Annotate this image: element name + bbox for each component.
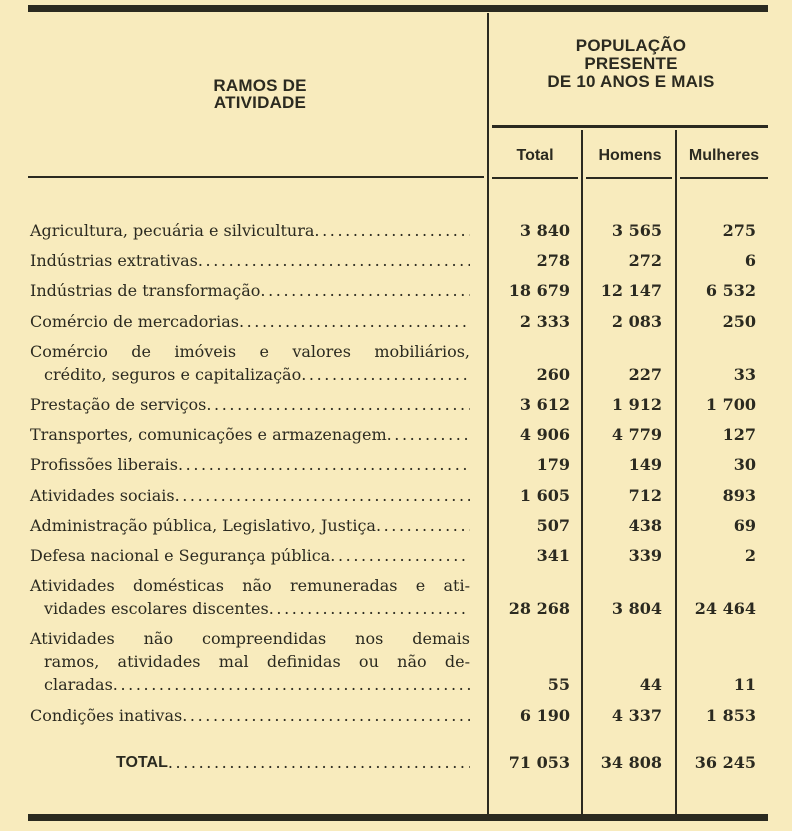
row-label-line	[30, 279, 470, 302]
row-label	[116, 751, 470, 774]
column-header-total: Total	[516, 147, 554, 164]
row-label	[30, 704, 470, 727]
cell-mulheres: 36 245	[694, 752, 756, 772]
row-label-line	[30, 423, 470, 446]
cell-total: 4 906	[519, 425, 570, 445]
group-heading	[500, 37, 762, 91]
cell-total: 341	[536, 546, 570, 565]
row-label-line	[30, 650, 470, 673]
cell-mulheres: 893	[722, 485, 756, 505]
cell-homens: 4 779	[611, 425, 662, 445]
row-label-line	[30, 393, 470, 416]
leader-dots	[376, 514, 470, 537]
row-label-text: Profissões liberais	[30, 455, 178, 475]
table-bottom-rule	[28, 814, 768, 821]
stub-heading-line: ATIVIDADE	[213, 93, 307, 112]
row-label-text: Indústrias de transformação	[30, 281, 261, 301]
leader-dots	[387, 423, 470, 446]
row-label-line	[30, 514, 470, 537]
row-label-text: Administração pública, Legislativo, Justiça	[30, 515, 376, 535]
cell-total: 6 190	[519, 705, 570, 725]
leader-dots	[314, 219, 470, 242]
table-row	[0, 544, 792, 567]
row-label-line	[30, 453, 470, 476]
cell-mulheres: 33	[733, 364, 756, 384]
cell-mulheres: 24 464	[694, 599, 756, 619]
mulheres-heading-rule	[680, 177, 768, 179]
stub-heading-line: RAMOS DE	[213, 76, 307, 95]
cell-total: 260	[536, 364, 570, 384]
row-label-line	[116, 751, 470, 774]
row-label	[30, 627, 470, 696]
row-label-text: Defesa nacional e Segurança pública	[30, 546, 331, 565]
group-heading-line: PRESENTE	[584, 54, 678, 73]
cell-homens: 712	[628, 485, 662, 505]
table-top-rule	[28, 5, 768, 12]
row-label	[30, 453, 470, 476]
cell-mulheres: 69	[733, 515, 756, 535]
row-label	[30, 574, 470, 620]
cell-homens: 227	[628, 364, 662, 384]
row-label-text: Atividades não compreendidas nos demais	[30, 629, 470, 649]
cell-mulheres: 127	[722, 425, 756, 445]
row-label-line	[30, 363, 470, 386]
column-header-mulheres: Mulheres	[688, 147, 760, 164]
row-label-text: claradas	[44, 675, 113, 695]
table-row	[0, 514, 792, 537]
total-heading-rule	[492, 177, 578, 179]
cell-homens: 1 912	[611, 395, 662, 414]
stub-heading	[150, 77, 370, 111]
row-label-line	[30, 627, 470, 650]
cell-homens: 34 808	[600, 752, 662, 772]
cell-homens: 3 804	[611, 599, 662, 619]
row-label-text: crédito, seguros e capitalização	[44, 364, 302, 384]
cell-homens: 4 337	[611, 705, 662, 725]
row-label-text: Indústrias extrativas	[30, 251, 198, 271]
cell-total: 2 333	[519, 311, 570, 331]
table-row	[0, 393, 792, 416]
table-row	[0, 219, 792, 242]
table-row	[0, 704, 792, 727]
cell-mulheres: 11	[733, 675, 756, 695]
row-label-line	[30, 249, 470, 272]
row-label-text: Transportes, comunicações e armazenagem	[30, 425, 387, 445]
row-label-text: Comércio de imóveis e valores mobiliários,	[30, 341, 470, 361]
table-row	[0, 340, 792, 386]
row-label-line	[30, 704, 470, 727]
cell-total: 278	[536, 251, 570, 271]
cell-total: 3 840	[519, 221, 570, 240]
leader-dots	[269, 597, 470, 620]
cell-mulheres: 6 532	[705, 281, 756, 301]
cell-total: 3 612	[519, 395, 570, 414]
row-label-line	[30, 310, 470, 333]
row-label-text: Comércio de mercadorias	[30, 311, 239, 331]
cell-homens: 272	[628, 251, 662, 271]
row-label-line	[30, 219, 470, 242]
cell-homens: 2 083	[611, 311, 662, 331]
leader-dots	[113, 673, 470, 696]
total-row	[0, 751, 792, 774]
cell-homens: 149	[628, 455, 662, 475]
row-label	[30, 423, 470, 446]
cell-mulheres: 250	[722, 311, 756, 331]
cell-homens: 339	[628, 546, 662, 565]
cell-homens: 3 565	[611, 221, 662, 240]
column-header-homens: Homens	[598, 147, 662, 164]
cell-total: 507	[536, 515, 570, 535]
table-row	[0, 423, 792, 446]
group-heading-line: POPULAÇÃO	[575, 36, 687, 55]
leader-dots	[330, 544, 470, 567]
group-heading-rule	[492, 125, 768, 128]
leader-dots	[301, 363, 470, 386]
cell-total: 1 605	[519, 485, 570, 505]
cell-mulheres: 275	[722, 221, 756, 240]
row-label	[30, 514, 470, 537]
row-label-text: Atividades sociais	[30, 485, 175, 505]
row-label	[30, 340, 470, 386]
cell-mulheres: 6	[744, 251, 756, 271]
leader-dots	[178, 453, 470, 476]
cell-homens: 438	[628, 515, 662, 535]
row-label	[30, 279, 470, 302]
row-label-text: TOTAL	[116, 753, 168, 771]
leader-dots	[168, 751, 470, 774]
cell-mulheres: 1 853	[705, 705, 756, 725]
row-label	[30, 249, 470, 272]
table-row	[0, 453, 792, 476]
row-label-line	[30, 340, 470, 363]
row-label	[30, 393, 470, 416]
stub-heading-rule	[28, 176, 484, 178]
row-label-text: ramos, atividades mal definidas ou não de-	[44, 652, 470, 672]
cell-total: 55	[547, 675, 570, 695]
row-label-text: Condições inativas	[30, 705, 183, 725]
table-row	[0, 249, 792, 272]
row-label-text: Atividades domésticas não remuneradas e ati-	[30, 576, 470, 596]
row-label-line	[30, 673, 470, 696]
cell-homens: 44	[639, 675, 662, 695]
row-label-line	[30, 484, 470, 507]
table-row	[0, 279, 792, 302]
row-label-text: vidades escolares discentes	[44, 599, 269, 619]
row-label-line	[30, 544, 470, 567]
homens-heading-rule	[586, 177, 672, 179]
leader-dots	[239, 310, 470, 333]
table-row	[0, 574, 792, 620]
row-label	[30, 544, 470, 567]
leader-dots	[198, 249, 470, 272]
cell-mulheres: 1 700	[705, 395, 756, 414]
row-label	[30, 484, 470, 507]
row-label	[30, 219, 470, 242]
cell-mulheres: 30	[733, 455, 756, 475]
cell-total: 71 053	[508, 752, 570, 772]
row-label-text: Agricultura, pecuária e silvicultura	[30, 221, 315, 240]
table-row	[0, 627, 792, 696]
group-heading-line: DE 10 ANOS E MAIS	[547, 72, 715, 91]
leader-dots	[175, 484, 470, 507]
row-label	[30, 310, 470, 333]
row-label-text: Prestação de serviços	[30, 395, 207, 414]
cell-total: 18 679	[508, 281, 570, 301]
row-label-line	[30, 597, 470, 620]
leader-dots	[260, 279, 470, 302]
row-label-line	[30, 574, 470, 597]
table-row	[0, 310, 792, 333]
cell-mulheres: 2	[744, 546, 756, 565]
table-row	[0, 484, 792, 507]
cell-total: 179	[536, 455, 570, 475]
cell-total: 28 268	[508, 599, 570, 619]
leader-dots	[182, 704, 470, 727]
cell-homens: 12 147	[600, 281, 662, 301]
leader-dots	[206, 393, 470, 416]
